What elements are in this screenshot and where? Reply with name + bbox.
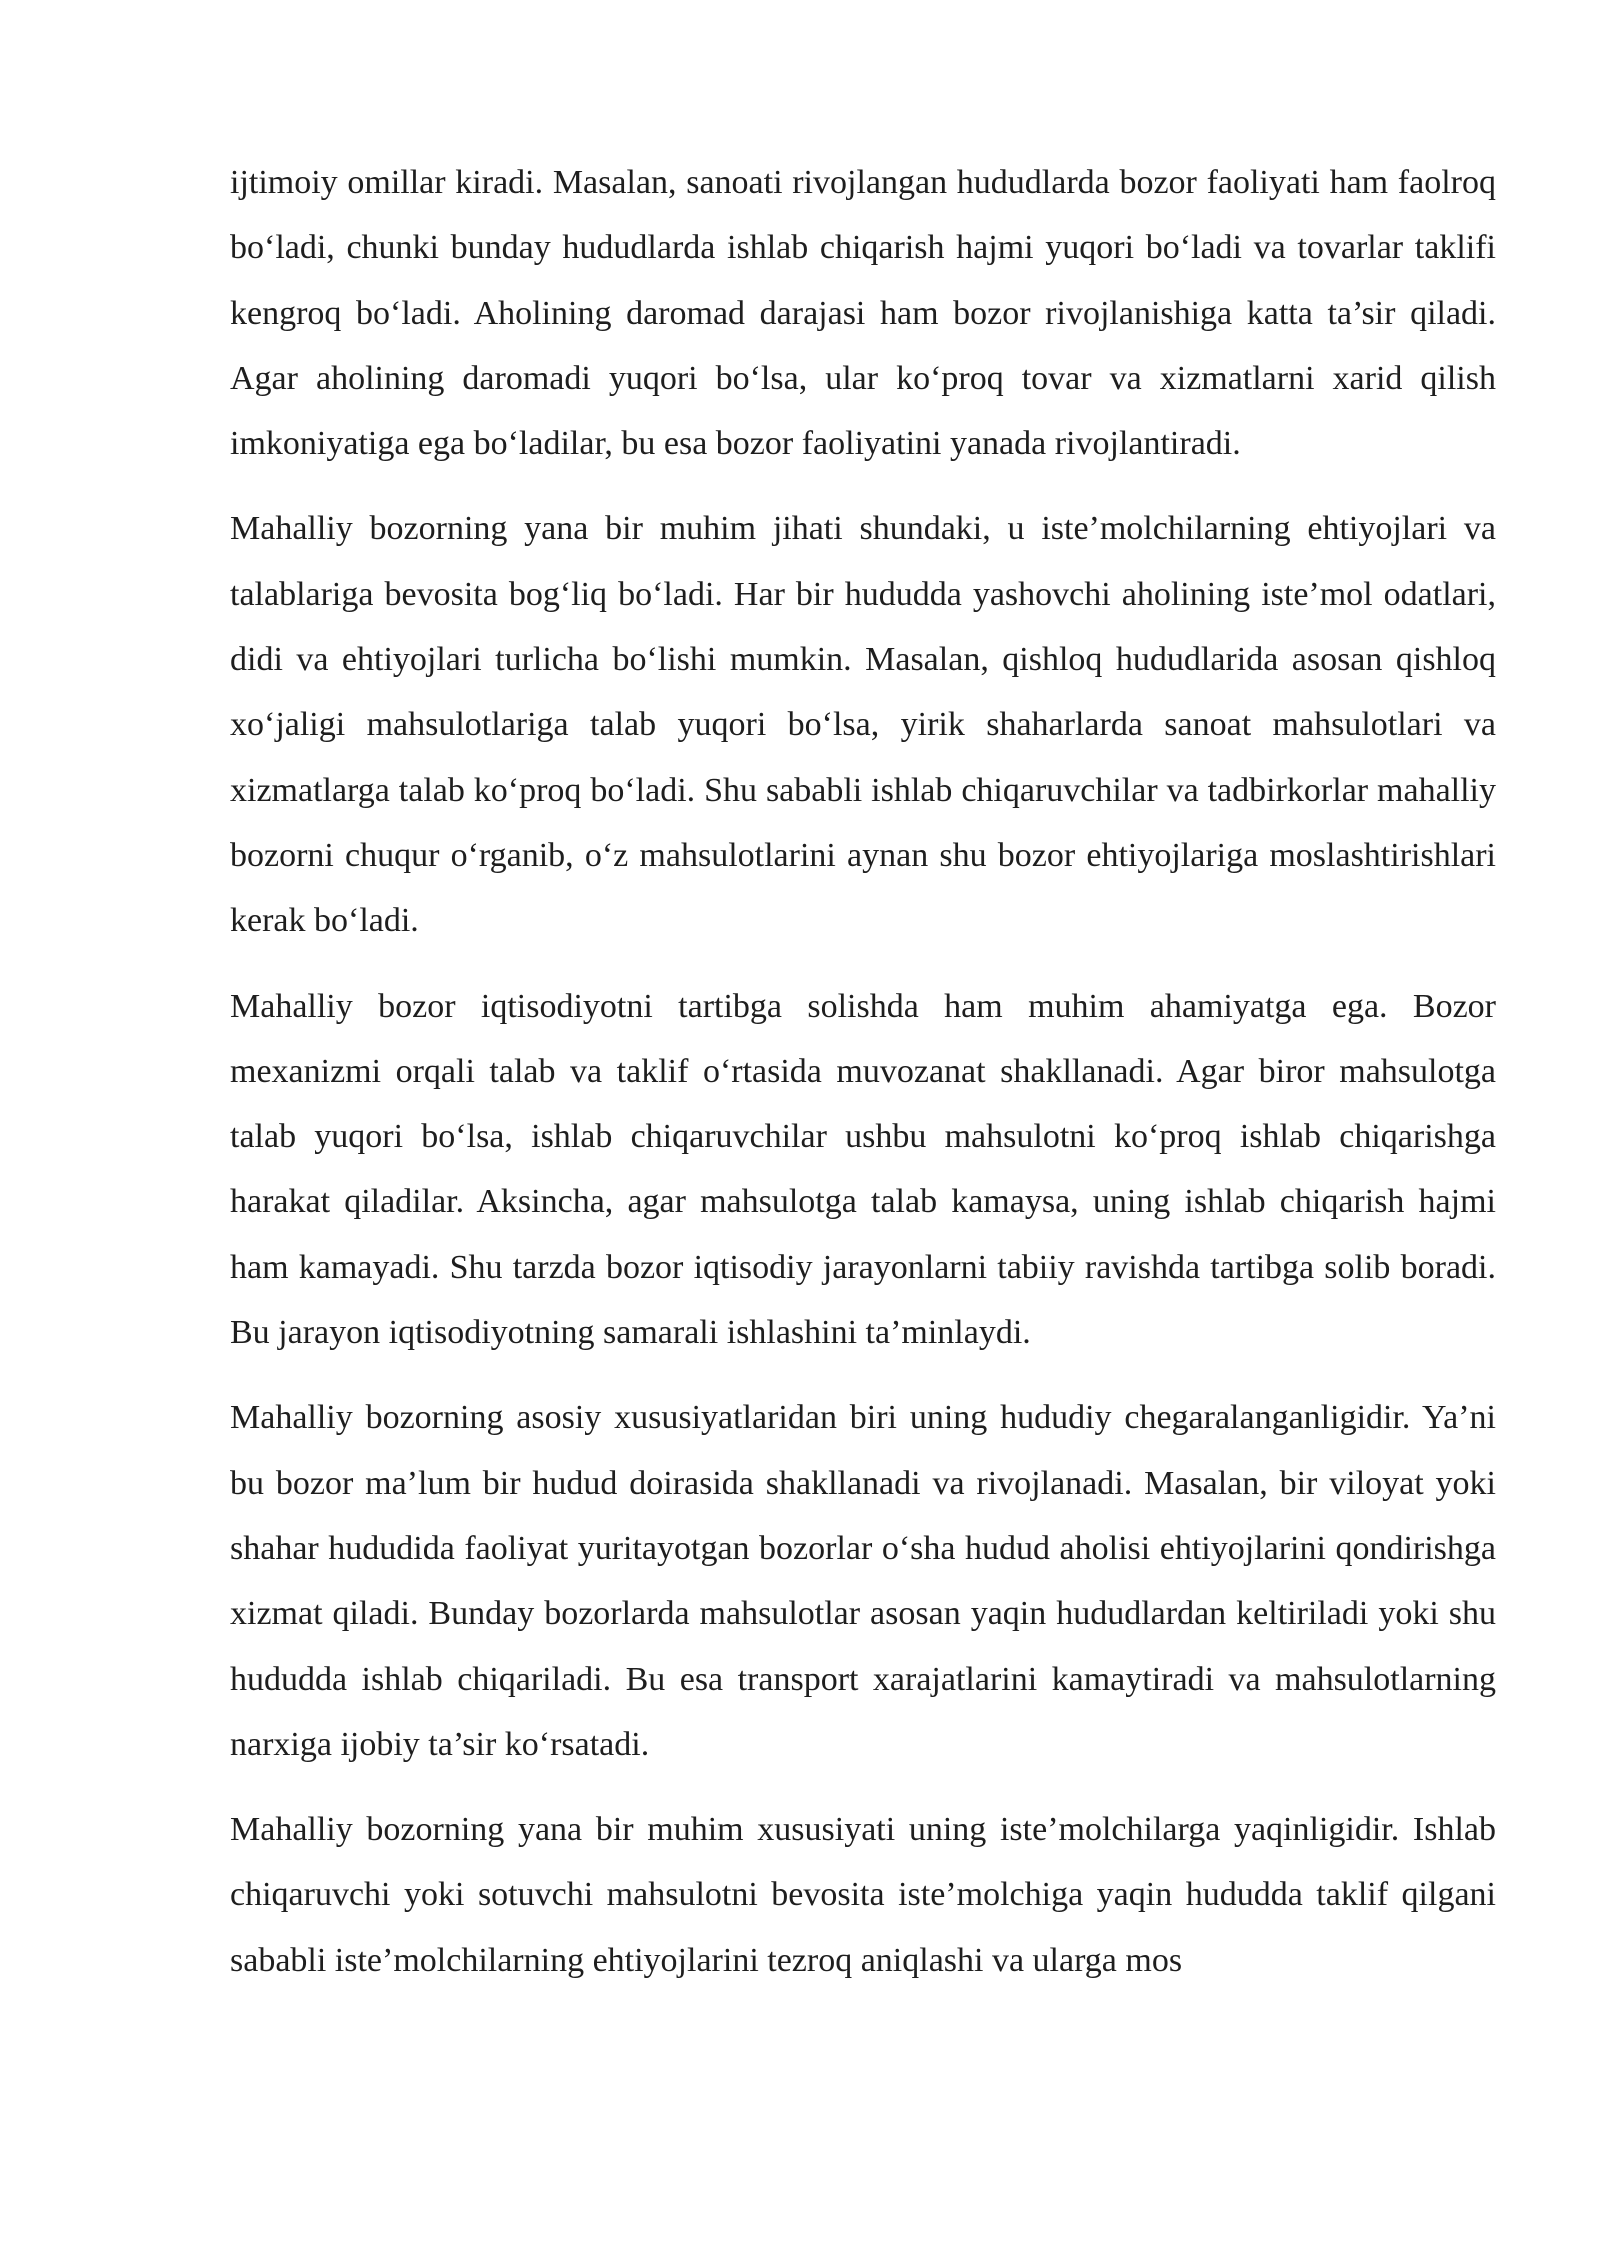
document-body <box>230 150 1496 2013</box>
paragraph-2: Mahalliy bozorning yana bir muhim jihati shundaki, u iste’molchilarning ehtiyojlari va talablariga bevosita bog‘liq bo‘ladi. Har bir hududda yashovchi aholining iste’mol odatlari, didi va ehtiyojlari turlicha bo‘lishi mumkin. Masalan, qishloq hududlarida asosan qishloq xo‘jaligi mahsulotlariga talab yuqori bo‘lsa, yirik shaharlarda sanoat mahsulotlari va xizmatlarga talab ko‘proq bo‘ladi. Shu sababli ishlab chiqaruvchilar va tadbirkorlar mahalliy bozorni chuqur o‘rganib, o‘z mahsulotlarini aynan shu bozor ehtiyojlariga moslashtirishlari kerak bo‘ladi. <box>230 510 1496 940</box>
paragraph-3: Mahalliy bozor iqtisodiyotni tartibga solishda ham muhim ahamiyatga ega. Bozor mexanizmi orqali talab va taklif o‘rtasida muvozanat shakllanadi. Agar biror mahsulotga talab yuqori bo‘lsa, ishlab chiqaruvchilar ushbu mahsulotni ko‘proq ishlab chiqarishga harakat qiladilar. Aksincha, agar mahsulotga talab kamaysa, uning ishlab chiqarish hajmi ham kamayadi. Shu tarzda bozor iqtisodiy jarayonlarni tabiiy ravishda tartibga solib boradi. Bu jarayon iqtisodiyotning samarali ishlashini ta’minlaydi. <box>230 987 1496 1352</box>
paragraph-1: ijtimoiy omillar kiradi. Masalan, sanoati rivojlangan hududlarda bozor faoliyati ham faolroq bo‘ladi, chunki bunday hududlarda ishlab chiqarish hajmi yuqori bo‘ladi va tovarlar taklifi kengroq bo‘ladi. Aholining daromad darajasi ham bozor rivojlanishiga katta ta’sir qiladi. Agar aholining daromadi yuqori bo‘lsa, ular ko‘proq tovar va xizmatlarni xarid qilish imkoniyatiga ega bo‘ladilar, bu esa bozor faoliyatini yanada rivojlantiradi. <box>230 164 1496 463</box>
paragraph-4: Mahalliy bozorning asosiy xususiyatlaridan biri uning hududiy chegaralanganligidir. Ya’ni bu bozor ma’lum bir hudud doirasida shakllanadi va rivojlanadi. Masalan, bir viloyat yoki shahar hududida faoliyat yuritayotgan bozorlar o‘sha hudud aholisi ehtiyojlarini qondirishga xizmat qiladi. Bunday bozorlarda mahsulotlar asosan yaqin hududlardan keltiriladi yoki shu hududda ishlab chiqariladi. Bu esa transport xarajatlarini kamaytiradi va mahsulotlarning narxiga ijobiy ta’sir ko‘rsatadi. <box>230 1399 1496 1763</box>
paragraph-5: Mahalliy bozorning yana bir muhim xususiyati uning iste’molchilarga yaqinligidir. Ishlab chiqaruvchi yoki sotuvchi mahsulotni bevosita iste’molchiga yaqin hududda taklif qilgani sababli iste’molchilarning ehtiyojlarini tezroq aniqlashi va ularga mos <box>230 1811 1496 1979</box>
